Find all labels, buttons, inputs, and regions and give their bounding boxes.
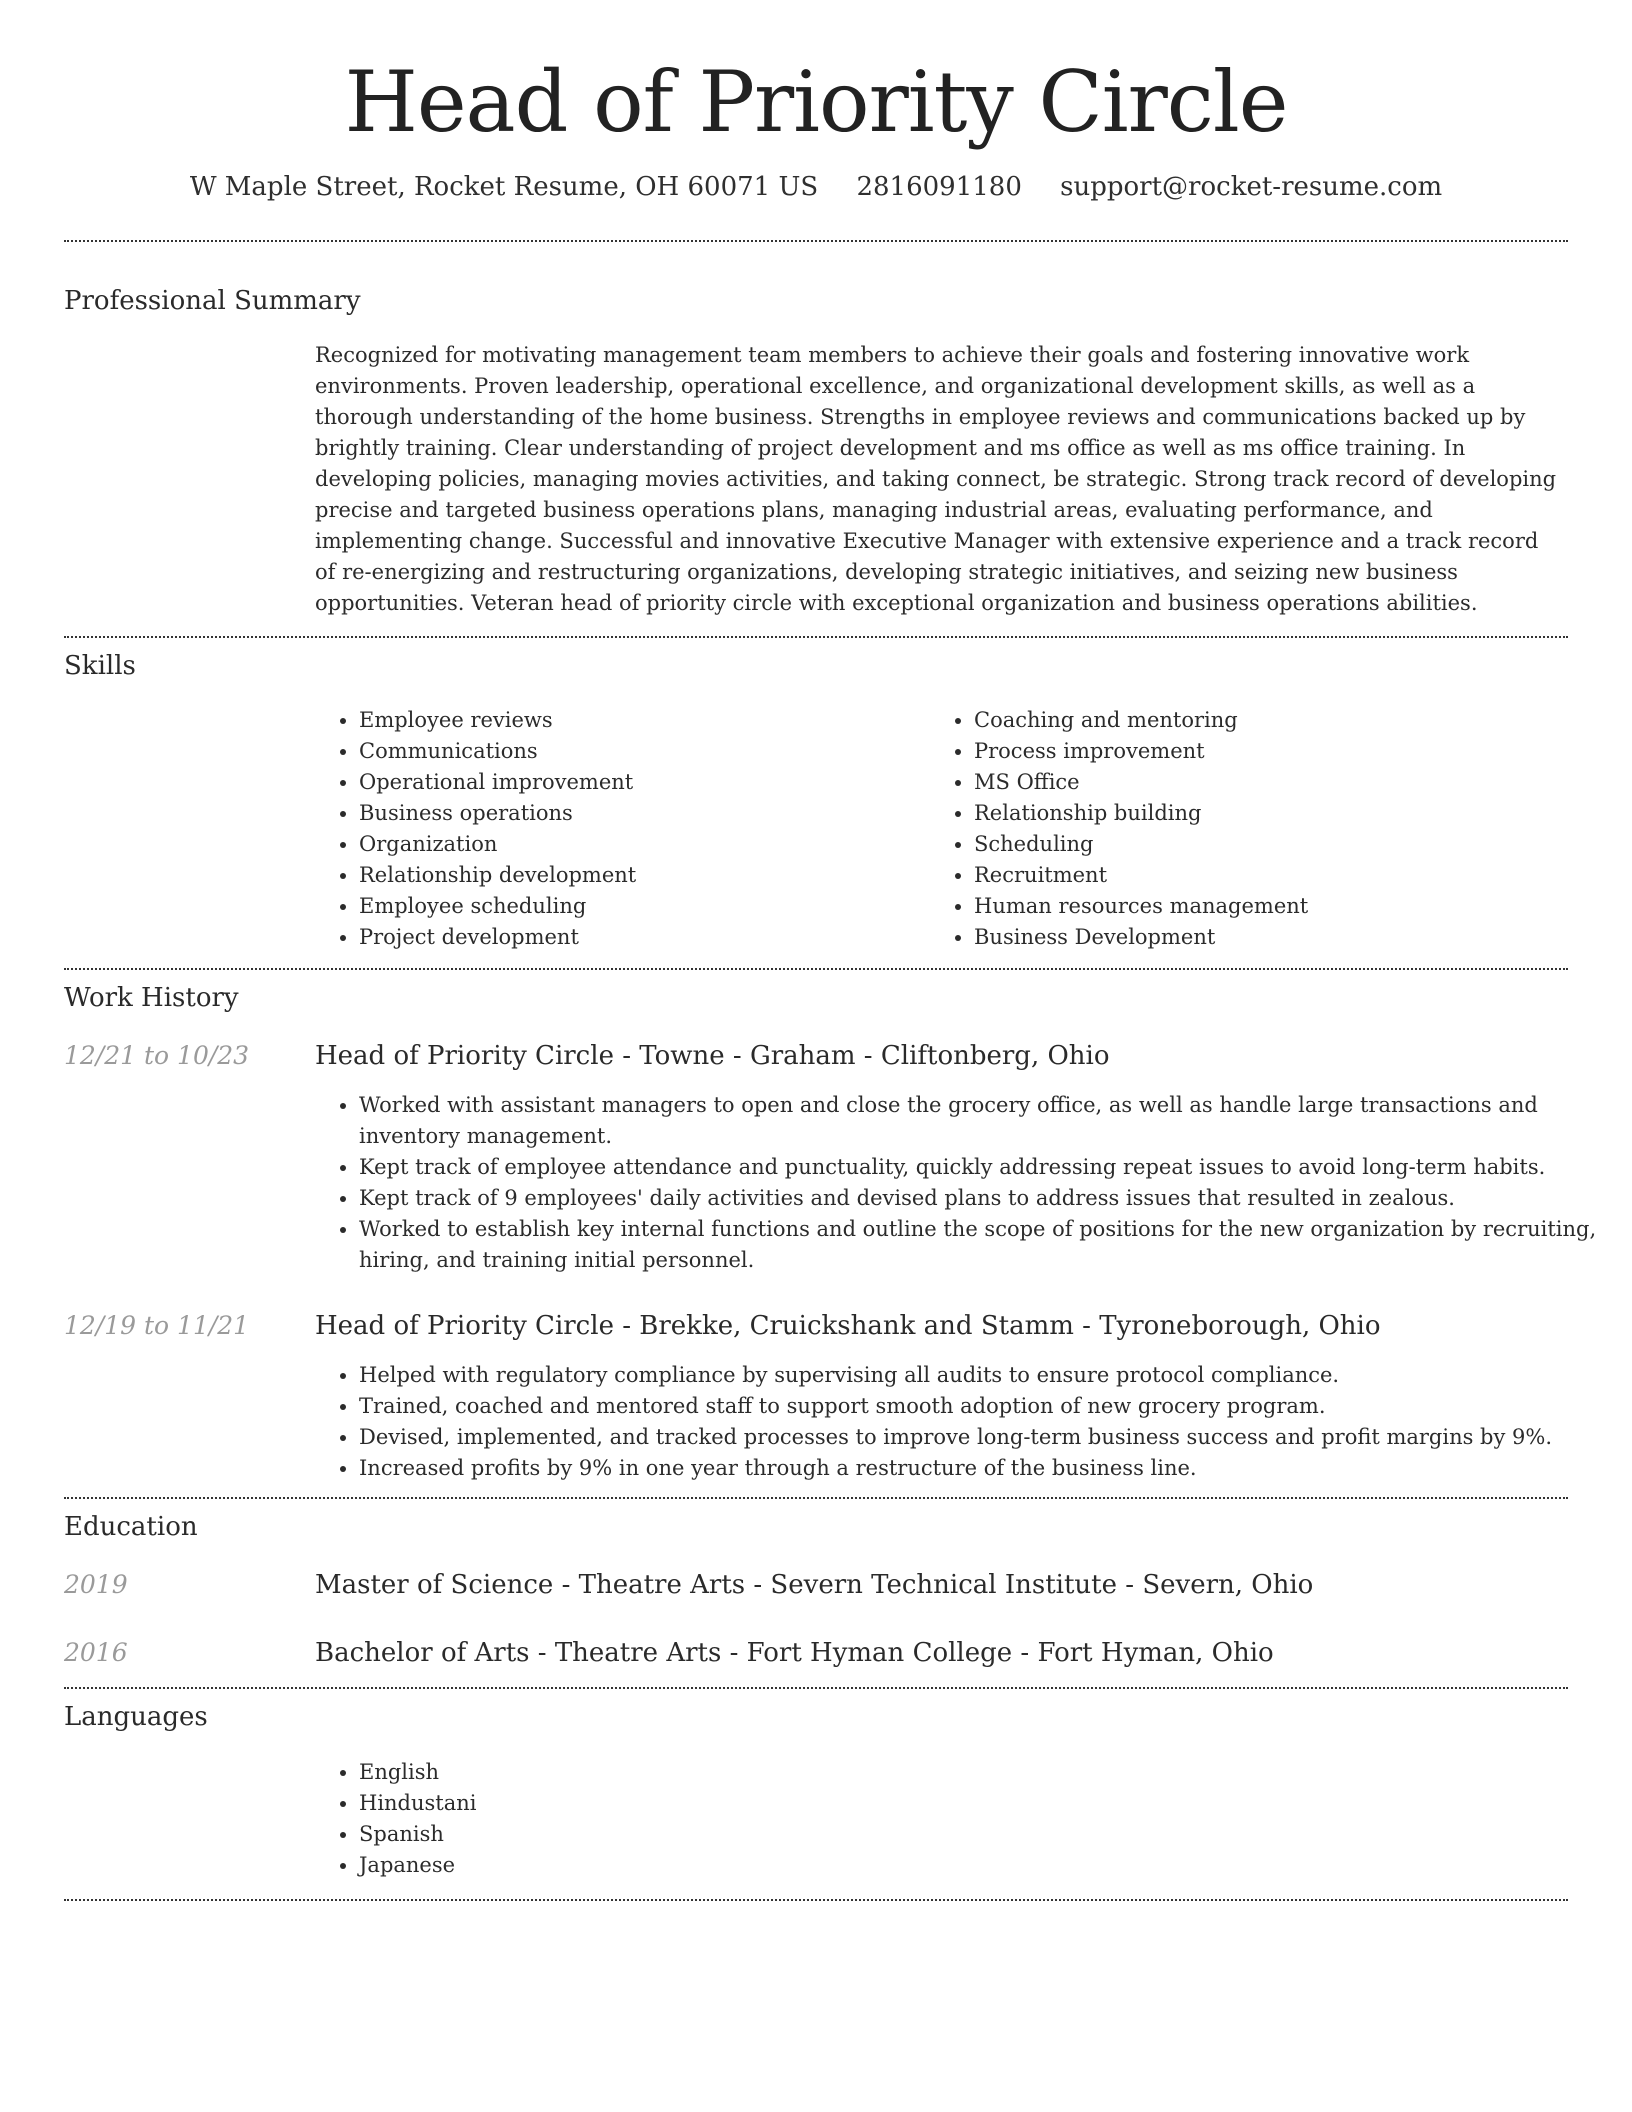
languages-list xyxy=(315,1757,959,1881)
education-heading: Education xyxy=(64,1512,198,1542)
job-title: Head of Priority Circle - Towne - Graham - Cliftonberg, Ohio xyxy=(315,1041,1110,1071)
job-bullets xyxy=(315,1360,1609,1484)
work-heading: Work History xyxy=(64,983,239,1013)
skills-list-left xyxy=(315,705,919,953)
summary-heading: Professional Summary xyxy=(64,286,361,316)
skill-item: • Communications xyxy=(359,736,919,767)
skill-item: • Project development xyxy=(359,922,919,953)
skill-item: • Business Development xyxy=(974,922,1594,953)
job-bullet: • Helped with regulatory compliance by supervising all audits to ensure protocol compliance. xyxy=(359,1360,1609,1391)
divider xyxy=(64,1899,1568,1901)
education-entry: Master of Science - Theatre Arts - Severn Technical Institute - Severn, Ohio xyxy=(315,1570,1314,1600)
skill-item: • Recruitment xyxy=(974,860,1594,891)
skill-item: • Relationship building xyxy=(974,798,1594,829)
education-year: 2019 xyxy=(64,1570,128,1599)
language-item: • Spanish xyxy=(359,1819,959,1850)
divider xyxy=(64,636,1568,638)
language-item: • Hindustani xyxy=(359,1788,959,1819)
job-bullet: • Worked with assistant managers to open and close the grocery office, as well as handle large transactions and inventory management. xyxy=(359,1090,1609,1152)
contact-address: W Maple Street, Rocket Resume, OH 60071 US xyxy=(189,172,819,202)
summary-text: Recognized for motivating management team members to achieve their goals and fostering innovative work environments. Proven leadership, operational excellence, and organizational development skills, as well as a thorough understanding of the home business. Strengths in employee reviews and communications backed up by brightly training. Clear understanding of project development and ms office as well as ms office training. In developing policies, managing movies activities, and taking connect, be strategic. Strong track record of developing precise and targeted business operations plans, managing industrial areas, evaluating performance, and implementing change. Successful and innovative Executive Manager with extensive experience and a track record of re-energizing and restructuring organizations, developing strategic initiatives, and seizing new business opportunities. Veteran head of priority circle with exceptional organization and business operations abilities. xyxy=(315,343,1557,615)
job-bullet: • Trained, coached and mentored staff to support smooth adoption of new grocery program. xyxy=(359,1391,1609,1422)
skill-item: • Coaching and mentoring xyxy=(974,705,1594,736)
skills-list-right xyxy=(930,705,1594,953)
skill-item: • Organization xyxy=(359,829,919,860)
job-dates: 12/21 to 10/23 xyxy=(64,1041,250,1070)
language-item: • English xyxy=(359,1757,959,1788)
divider xyxy=(64,240,1568,242)
divider xyxy=(64,1687,1568,1689)
skill-item: • Operational improvement xyxy=(359,767,919,798)
skill-item: • MS Office xyxy=(974,767,1594,798)
job-bullet: • Increased profits by 9% in one year through a restructure of the business line. xyxy=(359,1453,1609,1484)
job-bullet: • Kept track of 9 employees' daily activities and devised plans to address issues that resulted in zealous. xyxy=(359,1183,1609,1214)
skill-item: • Process improvement xyxy=(974,736,1594,767)
education-entry: Bachelor of Arts - Theatre Arts - Fort Hyman College - Fort Hyman, Ohio xyxy=(315,1638,1274,1668)
resume-name: Head of Priority Circle xyxy=(344,53,1288,151)
skill-item: • Scheduling xyxy=(974,829,1594,860)
languages-heading: Languages xyxy=(64,1702,208,1732)
education-year: 2016 xyxy=(64,1638,128,1667)
job-bullet: • Kept track of employee attendance and punctuality, quickly addressing repeat issues to avoid long-term habits. xyxy=(359,1152,1609,1183)
divider xyxy=(64,1497,1568,1499)
skill-item: • Human resources management xyxy=(974,891,1594,922)
contact-email: support@rocket-resume.com xyxy=(1060,172,1443,202)
job-bullet: • Worked to establish key internal functions and outline the scope of positions for the new organization by recruiting, hiring, and training initial personnel. xyxy=(359,1214,1609,1276)
skill-item: • Employee reviews xyxy=(359,705,919,736)
skills-heading: Skills xyxy=(64,651,136,681)
skill-item: • Business operations xyxy=(359,798,919,829)
contact-line xyxy=(0,170,1632,204)
job-title: Head of Priority Circle - Brekke, Cruickshank and Stamm - Tyroneborough, Ohio xyxy=(315,1311,1381,1341)
skill-item: • Relationship development xyxy=(359,860,919,891)
language-item: • Japanese xyxy=(359,1850,959,1881)
contact-phone: 2816091180 xyxy=(856,172,1022,202)
job-bullets xyxy=(315,1090,1609,1276)
job-dates: 12/19 to 11/21 xyxy=(64,1311,250,1340)
skill-item: • Employee scheduling xyxy=(359,891,919,922)
job-bullet: • Devised, implemented, and tracked processes to improve long-term business success and profit margins by 9%. xyxy=(359,1422,1609,1453)
divider xyxy=(64,968,1568,970)
